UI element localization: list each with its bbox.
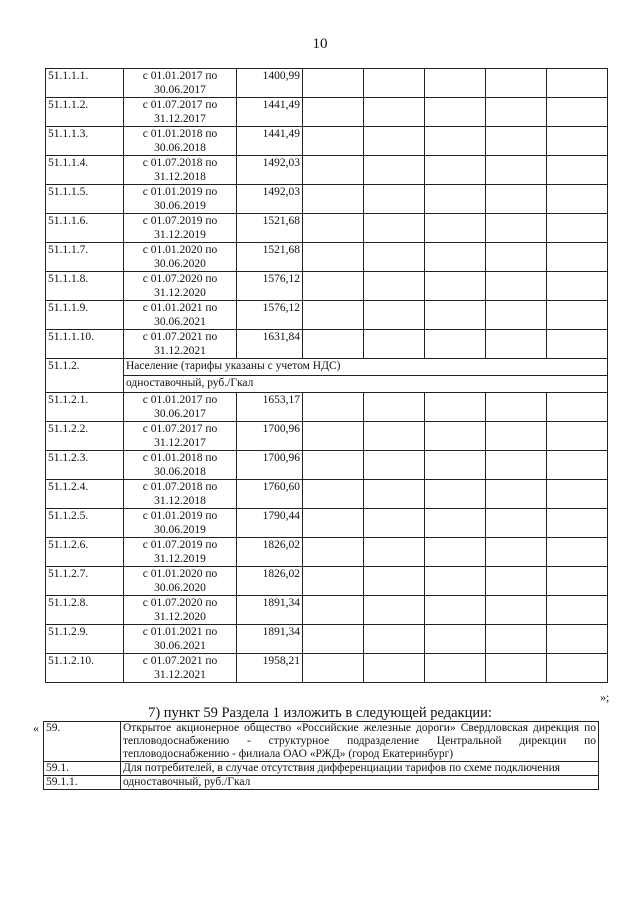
empty-cell bbox=[486, 127, 547, 156]
period-from: с 01.01.2020 по bbox=[142, 244, 218, 256]
empty-cell bbox=[303, 596, 364, 625]
period-to: 30.06.2017 bbox=[154, 408, 206, 420]
empty-cell bbox=[425, 243, 486, 272]
row-code: 59. bbox=[44, 722, 121, 762]
empty-cell bbox=[425, 451, 486, 480]
period-from: с 01.07.2020 по bbox=[142, 273, 218, 285]
empty-cell bbox=[425, 422, 486, 451]
empty-cell bbox=[303, 127, 364, 156]
row-code: 51.1.2.9. bbox=[46, 625, 124, 654]
period-cell bbox=[124, 567, 237, 596]
tariff-block-1 bbox=[46, 69, 608, 359]
row-code: 51.1.1.1. bbox=[46, 69, 124, 98]
period-from: с 01.01.2017 по bbox=[142, 394, 218, 406]
tariff-row bbox=[46, 69, 608, 98]
empty-cell bbox=[486, 214, 547, 243]
period-from: с 01.07.2018 по bbox=[142, 481, 218, 493]
row-code: 51.1.2.1. bbox=[46, 393, 124, 422]
tariff-row bbox=[46, 625, 608, 654]
tariff-value: 1576,12 bbox=[237, 301, 303, 330]
row-code: 51.1.1.3. bbox=[46, 127, 124, 156]
period-from: с 01.07.2019 по bbox=[142, 215, 218, 227]
empty-cell bbox=[547, 480, 608, 509]
rate-type-row bbox=[46, 376, 608, 393]
new-section-table bbox=[43, 721, 599, 790]
period-to: 30.06.2020 bbox=[154, 258, 206, 270]
empty-cell bbox=[364, 509, 425, 538]
section-row bbox=[46, 359, 608, 376]
empty-cell bbox=[425, 480, 486, 509]
period-cell bbox=[124, 509, 237, 538]
empty-cell bbox=[364, 567, 425, 596]
period-to: 31.12.2019 bbox=[154, 553, 206, 565]
row-text: Для потребителей, в случае отсутствия дифференциации тарифов по схеме подключения bbox=[121, 762, 599, 776]
empty-cell bbox=[486, 596, 547, 625]
empty-cell bbox=[425, 185, 486, 214]
period-cell bbox=[124, 127, 237, 156]
empty-cell bbox=[303, 69, 364, 98]
tariff-value: 1760,60 bbox=[237, 480, 303, 509]
row-code: 59.1. bbox=[44, 762, 121, 776]
tariff-row bbox=[46, 330, 608, 359]
empty-cell bbox=[425, 69, 486, 98]
section-code: 51.1.2. bbox=[46, 359, 124, 393]
tariff-value: 1441,49 bbox=[237, 98, 303, 127]
closing-mark: »; bbox=[600, 690, 610, 704]
tariff-row bbox=[46, 214, 608, 243]
period-cell bbox=[124, 214, 237, 243]
tariff-value: 1826,02 bbox=[237, 567, 303, 596]
period-from: с 01.01.2019 по bbox=[142, 510, 218, 522]
empty-cell bbox=[547, 596, 608, 625]
period-to: 31.12.2018 bbox=[154, 171, 206, 183]
period-to: 31.12.2019 bbox=[154, 229, 206, 241]
empty-cell bbox=[425, 127, 486, 156]
period-cell bbox=[124, 301, 237, 330]
period-to: 31.12.2021 bbox=[154, 669, 206, 681]
row-text: одноставочный, руб./Гкал bbox=[121, 776, 599, 790]
tariff-row bbox=[46, 422, 608, 451]
empty-cell bbox=[364, 538, 425, 567]
empty-cell bbox=[547, 156, 608, 185]
period-from: с 01.07.2017 по bbox=[142, 423, 218, 435]
empty-cell bbox=[486, 98, 547, 127]
empty-cell bbox=[303, 567, 364, 596]
period-from: с 01.01.2018 по bbox=[142, 128, 218, 140]
tariff-value: 1576,12 bbox=[237, 272, 303, 301]
empty-cell bbox=[425, 509, 486, 538]
empty-cell bbox=[364, 156, 425, 185]
empty-cell bbox=[364, 654, 425, 683]
period-to: 31.12.2020 bbox=[154, 287, 206, 299]
empty-cell bbox=[547, 214, 608, 243]
row-code: 51.1.1.4. bbox=[46, 156, 124, 185]
tariff-row bbox=[46, 567, 608, 596]
empty-cell bbox=[486, 451, 547, 480]
empty-cell bbox=[303, 480, 364, 509]
period-to: 30.06.2018 bbox=[154, 142, 206, 154]
empty-cell bbox=[303, 509, 364, 538]
row-code: 51.1.2.7. bbox=[46, 567, 124, 596]
tariff-row bbox=[46, 596, 608, 625]
empty-cell bbox=[486, 480, 547, 509]
empty-cell bbox=[486, 422, 547, 451]
period-to: 30.06.2021 bbox=[154, 640, 206, 652]
opening-quote: « bbox=[33, 721, 39, 735]
period-cell bbox=[124, 243, 237, 272]
rate-type: одноставочный, руб./Гкал bbox=[124, 376, 608, 393]
period-from: с 01.01.2017 по bbox=[142, 70, 218, 82]
row-code: 51.1.1.8. bbox=[46, 272, 124, 301]
tariff-value: 1631,84 bbox=[237, 330, 303, 359]
empty-cell bbox=[303, 330, 364, 359]
period-from: с 01.01.2021 по bbox=[142, 626, 218, 638]
period-to: 30.06.2018 bbox=[154, 466, 206, 478]
empty-cell bbox=[486, 567, 547, 596]
period-cell bbox=[124, 422, 237, 451]
empty-cell bbox=[486, 185, 547, 214]
empty-cell bbox=[364, 127, 425, 156]
row-code: 51.1.2.2. bbox=[46, 422, 124, 451]
empty-cell bbox=[425, 301, 486, 330]
empty-cell bbox=[364, 243, 425, 272]
tariff-value: 1891,34 bbox=[237, 625, 303, 654]
row-code: 51.1.1.10. bbox=[46, 330, 124, 359]
empty-cell bbox=[547, 127, 608, 156]
empty-cell bbox=[486, 69, 547, 98]
period-from: с 01.07.2021 по bbox=[142, 331, 218, 343]
row-code: 51.1.1.2. bbox=[46, 98, 124, 127]
empty-cell bbox=[303, 451, 364, 480]
empty-cell bbox=[364, 214, 425, 243]
period-from: с 01.01.2021 по bbox=[142, 302, 218, 314]
tariff-value: 1492,03 bbox=[237, 185, 303, 214]
page-number: 10 bbox=[312, 36, 328, 52]
tariff-row bbox=[46, 243, 608, 272]
empty-cell bbox=[364, 625, 425, 654]
empty-cell bbox=[547, 301, 608, 330]
empty-cell bbox=[486, 654, 547, 683]
row-code: 51.1.1.9. bbox=[46, 301, 124, 330]
period-cell bbox=[124, 69, 237, 98]
empty-cell bbox=[547, 272, 608, 301]
tariff-value: 1653,17 bbox=[237, 393, 303, 422]
row-code: 51.1.2.5. bbox=[46, 509, 124, 538]
empty-cell bbox=[486, 243, 547, 272]
tariff-row bbox=[46, 301, 608, 330]
empty-cell bbox=[303, 393, 364, 422]
row-code: 51.1.1.6. bbox=[46, 214, 124, 243]
tariff-row bbox=[46, 393, 608, 422]
empty-cell bbox=[364, 301, 425, 330]
empty-cell bbox=[425, 98, 486, 127]
section-59-1-1-row bbox=[44, 776, 599, 790]
empty-cell bbox=[364, 596, 425, 625]
section-59-1-row bbox=[44, 762, 599, 776]
empty-cell bbox=[547, 185, 608, 214]
empty-cell bbox=[486, 393, 547, 422]
empty-cell bbox=[425, 393, 486, 422]
tariff-value: 1700,96 bbox=[237, 422, 303, 451]
tariff-row bbox=[46, 538, 608, 567]
row-code: 51.1.1.5. bbox=[46, 185, 124, 214]
section-59-row bbox=[44, 722, 599, 762]
section-header-block bbox=[46, 359, 608, 393]
period-cell bbox=[124, 156, 237, 185]
empty-cell bbox=[303, 538, 364, 567]
empty-cell bbox=[425, 272, 486, 301]
empty-cell bbox=[425, 625, 486, 654]
tariff-value: 1521,68 bbox=[237, 243, 303, 272]
empty-cell bbox=[303, 243, 364, 272]
empty-cell bbox=[364, 393, 425, 422]
period-from: с 01.01.2019 по bbox=[142, 186, 218, 198]
period-to: 30.06.2020 bbox=[154, 582, 206, 594]
tariff-value: 1400,99 bbox=[237, 69, 303, 98]
empty-cell bbox=[425, 214, 486, 243]
amendment-instruction: 7) пункт 59 Раздела 1 изложить в следующей редакции: bbox=[148, 705, 492, 721]
empty-cell bbox=[364, 451, 425, 480]
period-from: с 01.07.2017 по bbox=[142, 99, 218, 111]
period-from: с 01.07.2021 по bbox=[142, 655, 218, 667]
tariff-row bbox=[46, 127, 608, 156]
empty-cell bbox=[547, 625, 608, 654]
empty-cell bbox=[486, 330, 547, 359]
period-from: с 01.07.2020 по bbox=[142, 597, 218, 609]
tariff-row bbox=[46, 98, 608, 127]
empty-cell bbox=[486, 301, 547, 330]
empty-cell bbox=[425, 156, 486, 185]
empty-cell bbox=[303, 301, 364, 330]
row-code: 59.1.1. bbox=[44, 776, 121, 790]
empty-cell bbox=[303, 272, 364, 301]
period-cell bbox=[124, 393, 237, 422]
tariff-row bbox=[46, 654, 608, 683]
period-to: 31.12.2017 bbox=[154, 437, 206, 449]
period-cell bbox=[124, 654, 237, 683]
empty-cell bbox=[547, 393, 608, 422]
period-from: с 01.01.2018 по bbox=[142, 452, 218, 464]
period-to: 30.06.2017 bbox=[154, 84, 206, 96]
period-cell bbox=[124, 451, 237, 480]
row-code: 51.1.2.3. bbox=[46, 451, 124, 480]
empty-cell bbox=[547, 98, 608, 127]
empty-cell bbox=[303, 422, 364, 451]
tariff-value: 1441,49 bbox=[237, 127, 303, 156]
empty-cell bbox=[303, 185, 364, 214]
tariff-row bbox=[46, 185, 608, 214]
tariff-block-2 bbox=[46, 393, 608, 683]
row-code: 51.1.2.10. bbox=[46, 654, 124, 683]
period-to: 31.12.2017 bbox=[154, 113, 206, 125]
empty-cell bbox=[547, 654, 608, 683]
tariff-value: 1826,02 bbox=[237, 538, 303, 567]
period-cell bbox=[124, 185, 237, 214]
empty-cell bbox=[425, 538, 486, 567]
period-from: с 01.07.2019 по bbox=[142, 539, 218, 551]
row-code: 51.1.2.4. bbox=[46, 480, 124, 509]
empty-cell bbox=[547, 509, 608, 538]
empty-cell bbox=[303, 156, 364, 185]
empty-cell bbox=[303, 214, 364, 243]
empty-cell bbox=[547, 538, 608, 567]
empty-cell bbox=[547, 422, 608, 451]
empty-cell bbox=[364, 422, 425, 451]
tariff-value: 1790,44 bbox=[237, 509, 303, 538]
empty-cell bbox=[486, 272, 547, 301]
period-to: 30.06.2019 bbox=[154, 524, 206, 536]
tariff-value: 1492,03 bbox=[237, 156, 303, 185]
tariff-row bbox=[46, 272, 608, 301]
tariff-value: 1891,34 bbox=[237, 596, 303, 625]
empty-cell bbox=[486, 156, 547, 185]
empty-cell bbox=[547, 69, 608, 98]
tariff-table bbox=[45, 68, 608, 683]
empty-cell bbox=[425, 596, 486, 625]
tariff-row bbox=[46, 480, 608, 509]
period-to: 30.06.2021 bbox=[154, 316, 206, 328]
period-cell bbox=[124, 596, 237, 625]
empty-cell bbox=[425, 567, 486, 596]
row-text: Открытое акционерное общество «Российские железные дороги» Свердловская дирекция по тепловодоснабжению - структурное подразделение Центральной дирекции по тепловодоснабжению - филиала ОАО «РЖД» (город Екатеринбург) bbox=[121, 722, 599, 762]
empty-cell bbox=[364, 98, 425, 127]
period-cell bbox=[124, 330, 237, 359]
row-code: 51.1.2.8. bbox=[46, 596, 124, 625]
empty-cell bbox=[547, 330, 608, 359]
empty-cell bbox=[303, 654, 364, 683]
tariff-row bbox=[46, 509, 608, 538]
empty-cell bbox=[303, 98, 364, 127]
empty-cell bbox=[486, 625, 547, 654]
empty-cell bbox=[547, 567, 608, 596]
period-cell bbox=[124, 272, 237, 301]
empty-cell bbox=[364, 330, 425, 359]
empty-cell bbox=[547, 451, 608, 480]
empty-cell bbox=[425, 654, 486, 683]
empty-cell bbox=[547, 243, 608, 272]
period-to: 31.12.2018 bbox=[154, 495, 206, 507]
period-cell bbox=[124, 625, 237, 654]
period-to: 31.12.2021 bbox=[154, 345, 206, 357]
period-cell bbox=[124, 98, 237, 127]
section-title: Население (тарифы указаны с учетом НДС) bbox=[124, 359, 608, 376]
empty-cell bbox=[364, 272, 425, 301]
empty-cell bbox=[303, 625, 364, 654]
empty-cell bbox=[486, 538, 547, 567]
period-to: 30.06.2019 bbox=[154, 200, 206, 212]
empty-cell bbox=[486, 509, 547, 538]
row-code: 51.1.2.6. bbox=[46, 538, 124, 567]
empty-cell bbox=[425, 330, 486, 359]
tariff-row bbox=[46, 156, 608, 185]
period-from: с 01.01.2020 по bbox=[142, 568, 218, 580]
period-cell bbox=[124, 480, 237, 509]
tariff-value: 1700,96 bbox=[237, 451, 303, 480]
tariff-row bbox=[46, 451, 608, 480]
tariff-value: 1521,68 bbox=[237, 214, 303, 243]
period-from: с 01.07.2018 по bbox=[142, 157, 218, 169]
period-to: 31.12.2020 bbox=[154, 611, 206, 623]
empty-cell bbox=[364, 69, 425, 98]
tariff-value: 1958,21 bbox=[237, 654, 303, 683]
period-cell bbox=[124, 538, 237, 567]
empty-cell bbox=[364, 480, 425, 509]
empty-cell bbox=[364, 185, 425, 214]
row-code: 51.1.1.7. bbox=[46, 243, 124, 272]
